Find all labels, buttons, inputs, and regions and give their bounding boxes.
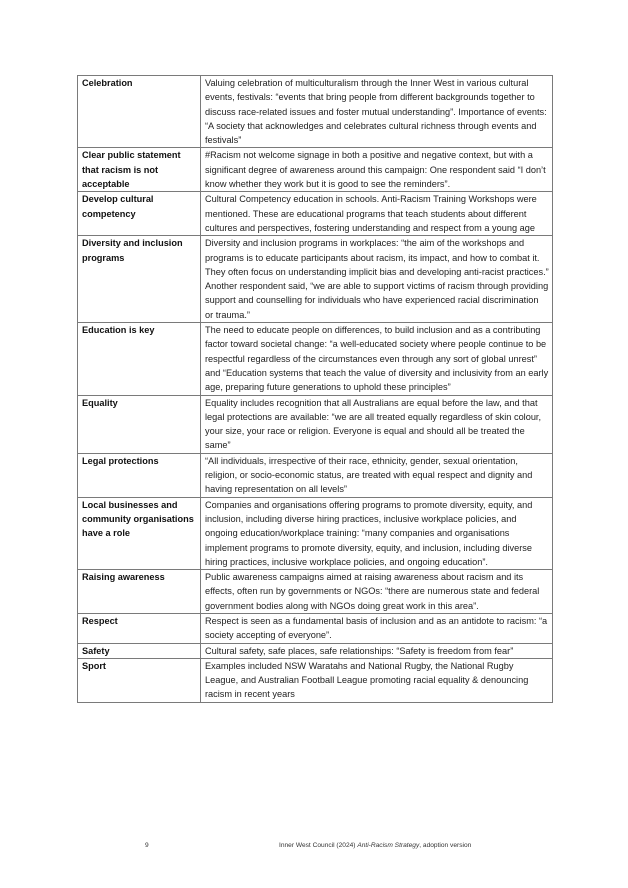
source-suffix: , adoption version [419,842,472,849]
description-cell: Public awareness campaigns aimed at raising awareness about racism and its effects, often run by governments or NGOs: “there are numerous state and federal government bodies along with NGOs doing great work in this area”. [201,570,553,614]
description-cell: Examples included NSW Waratahs and National Rugby, the National Rugby League, and Australian Football League promoting racial equality & denouncing racism in recent years [201,658,553,702]
theme-cell: Develop cultural competency [78,192,201,236]
description-cell: Cultural safety, safe places, safe relationships: “Safety is freedom from fear” [201,643,553,658]
description-cell: Respect is seen as a fundamental basis of inclusion and as an antidote to racism: “a society accepting of everyone”. [201,613,553,643]
table-row [78,570,553,614]
source-prefix: Inner West Council (2024) [279,842,358,849]
theme-cell: Raising awareness [78,570,201,614]
description-cell: “All individuals, irrespective of their race, ethnicity, gender, sexual orientation, religion, or socio-economic status, are treated with equal respect and dignity and having representation on all levels” [201,453,553,497]
source-title: Anti-Racism Strategy [357,842,420,849]
theme-cell: Local businesses and community organisations have a role [78,497,201,569]
description-cell: #Racism not welcome signage in both a positive and negative context, but with a significant degree of awareness around this campaign: One respondent said “I don’t know whether they work but it is good to see the reminders”. [201,148,553,192]
theme-cell: Celebration [78,76,201,148]
description-cell: Equality includes recognition that all Australians are equal before the law, and that legal protections are available: “we are all treated equally regardless of skin colour, your size, your race or religion. Everyone is equal and should all be treated the same” [201,395,553,453]
description-cell: Valuing celebration of multiculturalism through the Inner West in various cultural events, festivals: “events that bring people from different backgrounds together to discuss race-related issues and foster mutual understanding”. Importance of events: “A society that acknowledges and celebrates cultural richness through events and festivals” [201,76,553,148]
theme-cell: Safety [78,643,201,658]
table-row [78,323,553,395]
description-cell: The need to educate people on differences, to build inclusion and as a contributing factor toward societal change: “a well-educated society where people continue to be respectful regardless of the circumstances even through any sort of global unrest” and “Education systems that teach the value of diversity and inclusivity from an early age, preparing future generations to uphold these principles” [201,323,553,395]
theme-cell: Clear public statement that racism is not acceptable [78,148,201,192]
theme-cell: Diversity and inclusion programs [78,236,201,323]
table-row [78,395,553,453]
description-cell: Diversity and inclusion programs in workplaces: “the aim of the workshops and programs is to educate participants about racism, its impact, and how to combat it. They often focus on understanding implicit bias and developing anti-racist practices.” Another respondent said, “we are able to support victims of racism through providing support and counselling for individuals who have experienced racial discrimination or trauma.” [201,236,553,323]
table-row [78,148,553,192]
table-row [78,453,553,497]
description-cell: Cultural Competency education in schools. Anti-Racism Training Workshops were mentioned. These are educational programs that teach students about different cultures and perspectives, fostering understanding and respect from a young age [201,192,553,236]
table-row [78,236,553,323]
source-citation [279,842,471,849]
table-row [78,497,553,569]
table-row [78,613,553,643]
theme-cell: Equality [78,395,201,453]
table-row [78,658,553,702]
page-number: 9 [145,842,149,849]
table-row [78,192,553,236]
themes-table [77,75,553,703]
theme-cell: Education is key [78,323,201,395]
table-row [78,643,553,658]
theme-cell: Legal protections [78,453,201,497]
table-row [78,76,553,148]
theme-cell: Sport [78,658,201,702]
description-cell: Companies and organisations offering programs to promote diversity, equity, and inclusion, including diverse hiring practices, inclusive workplace policies, and ongoing education/workplace training: “many companies and organisations implement programs to promote diversity, equity, and inclusion, including diverse hiring practices, inclusive workplace policies, and ongoing education”. [201,497,553,569]
theme-cell: Respect [78,613,201,643]
